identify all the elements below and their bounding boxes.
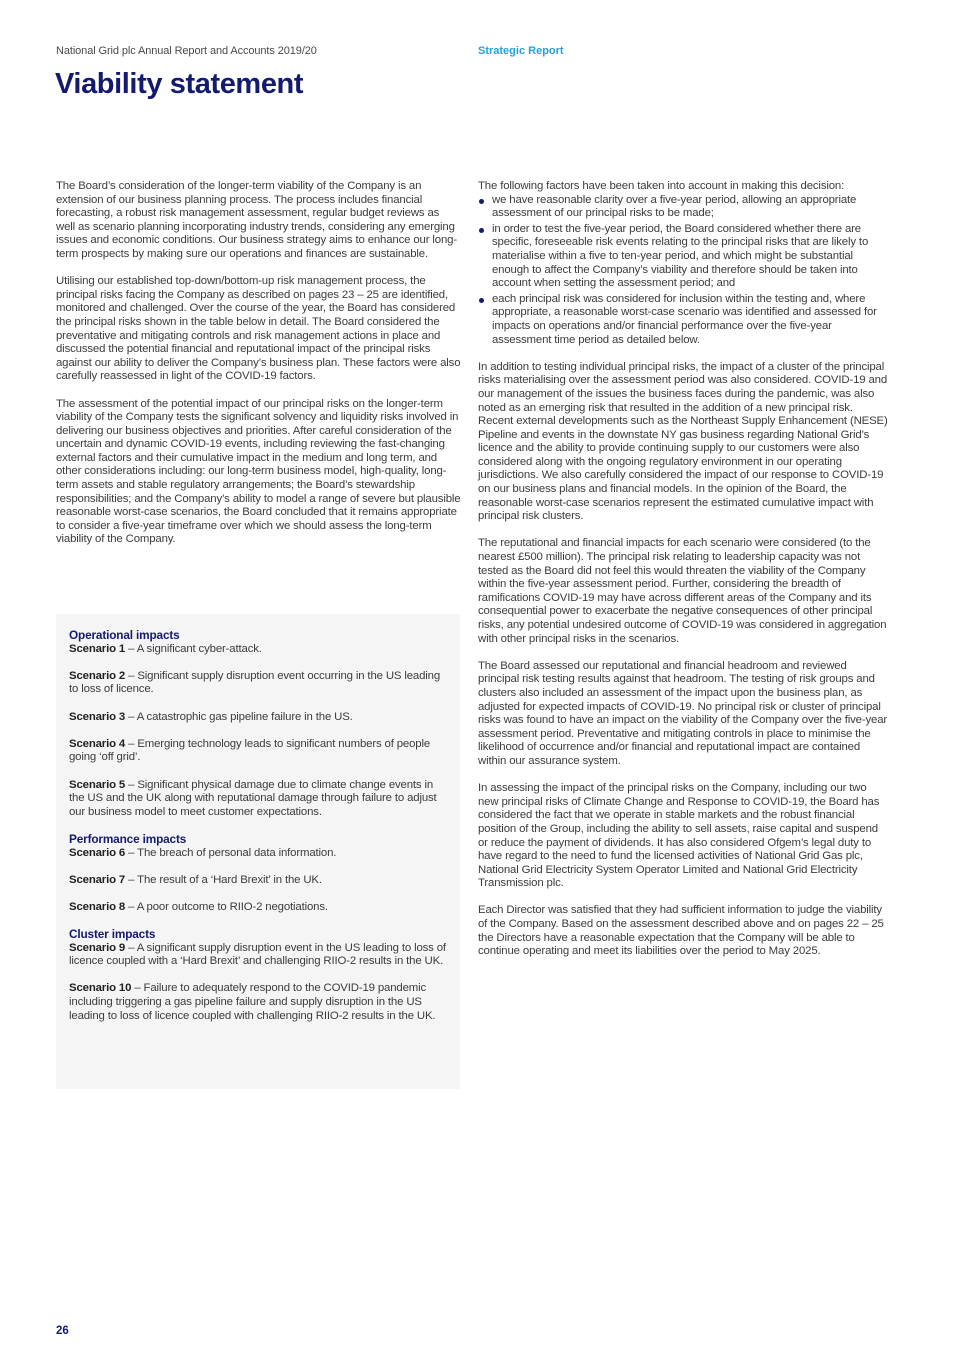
scenario-item: [69, 738, 447, 765]
scenario-item: [69, 847, 447, 861]
factors-intro: The following factors have been taken into account in making this decision:: [478, 180, 845, 192]
scenario-text: – The result of a ‘Hard Brexit’ in the UK.: [125, 873, 322, 886]
factor-item: [478, 223, 888, 291]
factor-text: each principal risk was considered for inclusion within the testing and, where appropriate, a reasonable worst-case scenario was identified and assessed for impacts on operations and/or financial performance over the five-year assessment time period as detailed below.: [492, 292, 877, 346]
body-paragraph: In assessing the impact of the principal risks on the Company, including our two new principal risks of Climate Change and Response to COVID-19, the Board has considered the fact that we operate in stable markets and the robust financial position of the Group, including the ability to sell assets, raise capital and suspend or reduce the payment of dividends. It has also considered Ofgem’s legal duty to have regard to the need to fund the licensed activities of National Grid Gas plc, National Grid Electricity System Operator Limited and National Grid Electricity Transmission plc.: [478, 782, 880, 890]
running-header: National Grid plc Annual Report and Accounts 2019/20: [56, 45, 317, 57]
scenario-name: Scenario 6: [69, 846, 126, 859]
scenario-name: Scenario 9: [69, 941, 126, 954]
scenario-item: [69, 982, 447, 1023]
scenario-item: [69, 942, 447, 969]
scenario-item: [69, 901, 447, 915]
scenario-text: – A poor outcome to RIIO-2 negotiations.: [125, 900, 328, 913]
page-title: Viability statement: [55, 68, 304, 100]
scenario-item: [69, 779, 447, 820]
scenario-item: [69, 643, 447, 657]
bullet-icon: [479, 298, 484, 303]
scenario-name: Scenario 2: [69, 669, 126, 682]
bullet-icon: [479, 228, 484, 233]
bullet-icon: [479, 199, 484, 204]
body-paragraph: The assessment of the potential impact of our principal risks on the longer-term viability of the Company tests the significant solvency and liquidity risks involved in delivering our business objectives and priorities. After careful consideration of the uncertain and dynamic COVID-19 events, including reviewing the fast-changing external factors and their cumulative impact in the medium and long term, and other considerations including: our long-term business model, high-quality, long-term assets and stable regulatory arrangements; the Board’s stewardship responsibilities; and the Company’s ability to model a range of severe but plausible reasonable worst-case scenarios, the Board concluded that it remains appropriate to consider a five-year timeframe over which we should assess the long-term viability of the Company.: [56, 397, 461, 546]
body-paragraph: The reputational and financial impacts for each scenario were considered (to the nearest £500 million). The principal risk relating to leadership capacity was not tested as the Board did not feel this would threaten the viability of the Company within the five-year assessment period. Further, considering the breadth of ramifications COVID-19 may have across different areas of the Company and its consequential power to exacerbate the negative consequences of other principal risks, any potential undesired outcome of COVID-19 was considered in aggregation with other principal risks in the scenarios.: [478, 537, 887, 645]
scenario-name: Scenario 10: [69, 982, 132, 995]
factor-text: we have reasonable clarity over a five-year period, allowing an appropriate assessment of our principal risks to be made;: [492, 193, 857, 220]
scenario-name: Scenario 5: [69, 778, 126, 791]
page-number: 26: [56, 1325, 69, 1337]
scenario-name: Scenario 3: [69, 710, 126, 723]
scenario-name: Scenario 7: [69, 873, 126, 886]
scenario-name: Scenario 1: [69, 642, 126, 655]
scenario-box: [56, 614, 460, 1089]
body-paragraph: In addition to testing individual principal risks, the impact of a cluster of the principal risks materialising over the assessment period was also considered. COVID-19 and our management of the issues the business faces during the pandemic, was also noted as an emerging risk that resulted in the addition of a new principal risk. Recent external developments such as the Northeast Supply Enhancement (NESE) Pipeline and events in the downstate NY gas business regarding National Grid’s licence and the ability to provide continuing supply to our customers were also considered along with the ongoing regulatory environment in our operating jurisdictions. We also carefully considered the impact of our response to COVID-19 on our business plans and financial models. In the opinion of the Board, the reasonable worst-case scenarios represent the estimated cumulative impact with principal risk clusters.: [478, 360, 888, 523]
factors-list: [478, 194, 888, 348]
factor-text: in order to test the five-year period, the Board considered whether there are specific, foreseeable risk events relating to the principal risks that are likely to materialise within a five to ten-year period, and which might be substantial enough to affect the Company’s viability and therefore should be taken into account when setting the assessment period; and: [492, 222, 869, 290]
scenario-text: – Emerging technology leads to significant numbers of people going ‘off grid’.: [69, 737, 431, 764]
scenario-text: – A significant supply disruption event in the US leading to loss of licence coupled with a ‘Hard Brexit’ and challenging RIIO-2 results in the UK.: [69, 941, 446, 968]
body-paragraph: The Board assessed our reputational and financial headroom and reviewed principal risk testing results against that headroom. The testing of risk groups and clusters also included an assessment of the impact upon the business plan, as adjusted for expected impacts of COVID-19. No principal risk or cluster of principal risks was found to have an impact on the viability of the Company over the five-year assessment period. Preventative and mitigating controls in place to minimise the likelihood of occurrence and/or financial and reputational impact are contained within our assurance system.: [478, 659, 888, 767]
right-column: [478, 180, 888, 972]
scenario-name: Scenario 4: [69, 737, 126, 750]
scenario-name: Scenario 8: [69, 900, 126, 913]
scenario-item: [69, 874, 447, 888]
body-paragraph: Utilising our established top-down/bottom-up risk management process, the principal risks facing the Company as described on pages 23 – 25 are identified, monitored and challenged. Over the course of the year, the Board has considered the principal risks shown in the table below in detail. The Board considered the preventative and mitigating controls and risk management actions in place and discussed the potential financial and reputational impact of the principal risks against our ability to deliver the Company’s business plan. These factors were also carefully reassessed in light of the COVID-19 factors.: [56, 275, 461, 383]
left-column: [56, 180, 461, 561]
body-paragraph: Each Director was satisfied that they had sufficient information to judge the viability of the Company. Based on the assessment described above and on pages 22 – 25 the Directors have a reasonable expectation that the Company will be able to continue operating and meet its liabilities over the period to May 2025.: [478, 904, 884, 958]
scenario-text: – A significant cyber-attack.: [125, 642, 262, 655]
scenario-text: – Significant supply disruption event occurring in the US leading to loss of licence.: [69, 669, 441, 696]
group-heading-cluster: Cluster impacts: [69, 927, 156, 942]
group-heading-performance: Performance impacts: [69, 831, 187, 846]
scenario-text: – Significant physical damage due to climate change events in the US and the UK along with reputational damage through failure to adjust our business model to meet customer expectations.: [69, 778, 437, 818]
scenario-text: – A catastrophic gas pipeline failure in the US.: [125, 710, 353, 723]
factor-item: [478, 194, 888, 221]
factor-item: [478, 293, 888, 347]
scenario-text: – The breach of personal data information.: [125, 846, 337, 859]
section-label[interactable]: Strategic Report: [478, 45, 564, 57]
body-paragraph: The Board’s consideration of the longer-term viability of the Company is an extension of our business planning process. The process includes financial forecasting, a robust risk management assessment, regular budget reviews as well as scenario planning incorporating industry trends, considering any emerging issues and economic conditions. Our business strategy aims to enhance our long-term prospects by making sure our operations and finances are sustainable.: [56, 180, 457, 260]
group-heading-operational: Operational impacts: [69, 628, 180, 642]
scenario-text: – Failure to adequately respond to the COVID-19 pandemic including triggering a gas pipeline failure and supply disruption in the US leading to loss of licence coupled with challenging RIIO-2 results in the UK.: [69, 982, 436, 1022]
scenario-item: [69, 670, 447, 697]
scenario-item: [69, 711, 447, 725]
